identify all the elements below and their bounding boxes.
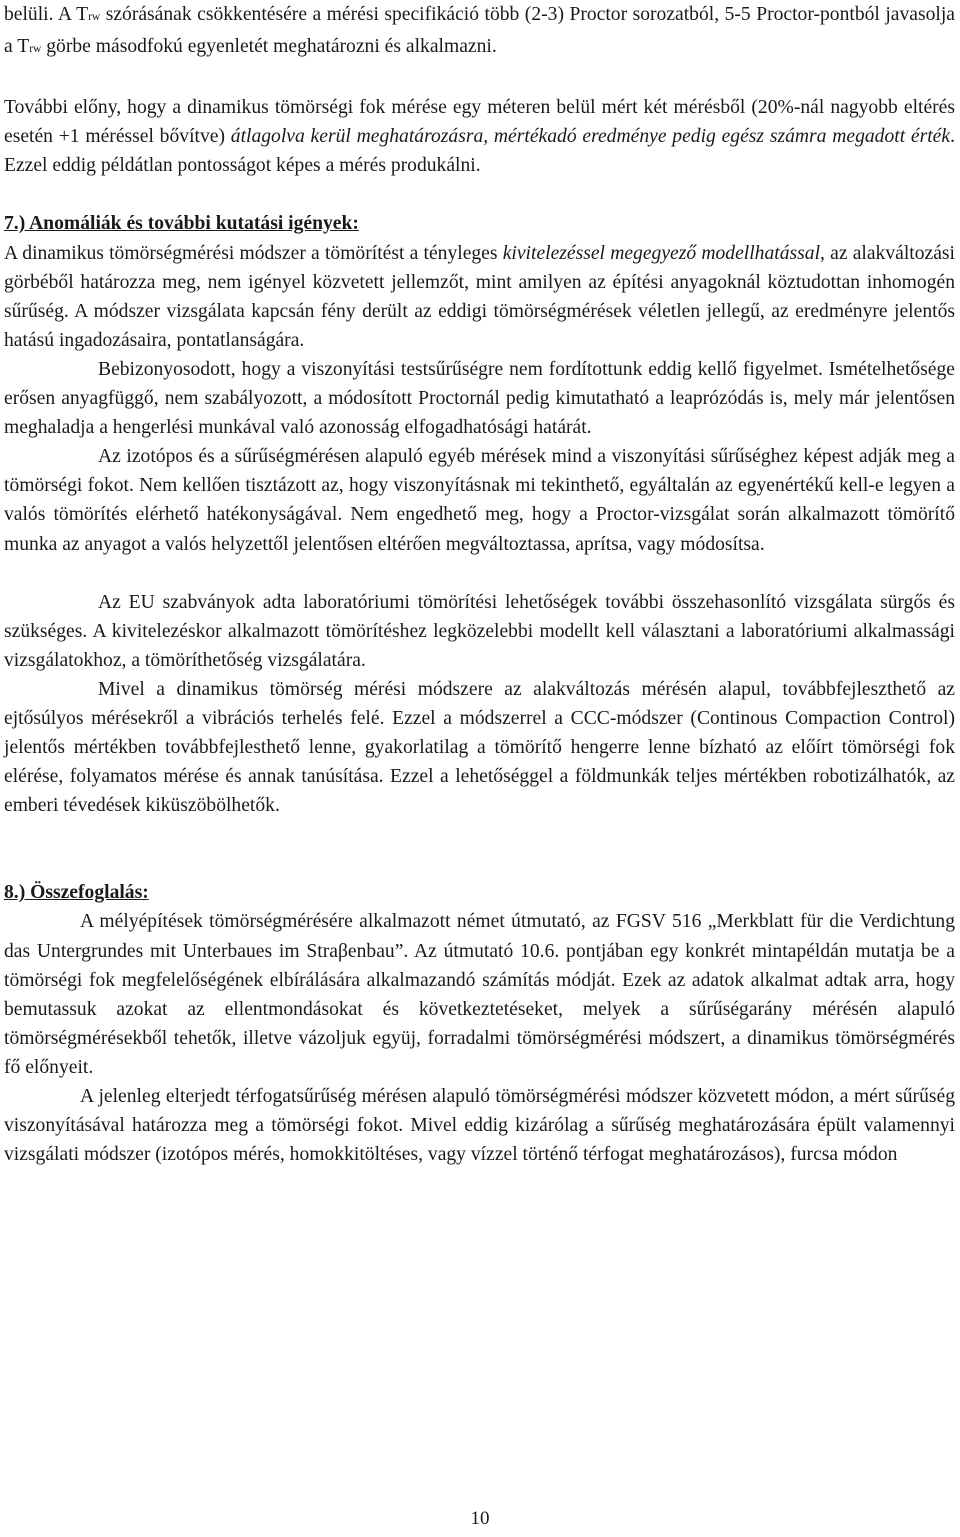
text-run: , az alakváltozási görbéből határozza meg, nem igényel közvetett jellemzőt, mint amilyen az építési anyagoknál köztudottan inhomogén sűrűség. A módszer vizsgálata kapcsán fény derült az eddigi tömörségmérések véletlen jellegű, az eredményre jelentős hatású ingadozásaira, pontatlanságára. — [4, 242, 955, 351]
section-8-paragraph-1: A mélyépítések tömörségmérésére alkalmazott német útmutató, az FGSV 516 „Merkblatt für die Verdichtung das Untergrundes mit Unterbaues im Straβenbau”. Az útmutató 10.6. pontjában egy konkrét mintapéldán mutatja be a tömörségi fok megfelelőségének elbírálására alkalmazandó számítás módját. Ezek az adatok alkalmat adtak arra, hogy bemutassuk azokat az ellentmondásokat és következtetéseket, melyek a sűrűségarány mérésén alapuló tömörségmérésekből tehetők, illetve vázoljuk együj, forradalmi tömörségmérési módszert, a dinamikus tömörségmérés fő előnyeit. — [4, 911, 955, 1078]
section-8-heading: 8.) Összefoglalás: — [4, 882, 149, 904]
text-run: További előny, hogy a dinamikus tömörségi fok mérése egy méteren belül mért két mérésből (20%-nál nagyobb eltérés esetén +1 méréssel bővítve) — [4, 97, 955, 148]
text-run: görbe másodfokú egyenletét meghatározni és alkalmazni. — [41, 36, 497, 58]
paragraph-proctor-spec — [4, 0, 955, 64]
page-number: 10 — [470, 1508, 490, 1529]
section-7-paragraph-1 — [4, 239, 955, 355]
section-8-paragraph-2: A jelenleg elterjedt térfogatsűrűség mérésen alapuló tömörségmérési módszer közvetett módon, a mért sűrűség viszonyításával határozza meg a tömörségi fokot. Mivel eddig kizárólag a sűrűség meghatározására épült valamennyi vizsgálati módszer (izotópos mérés, homokkitöltéses, vagy vízzel történő térfogat meghatározásos), furcsa módon — [4, 1086, 955, 1166]
paragraph-advantage — [4, 93, 955, 180]
italic-text: kivitelezéssel megegyező modellhatással — [502, 242, 821, 264]
text-run: . Ezzel eddig példátlan pontosságot képes a mérés produkálni. — [4, 126, 955, 177]
document-page — [4, 0, 955, 1169]
text-run: A dinamikus tömörségmérési módszer a tömörítést a tényleges — [4, 242, 503, 264]
section-7-paragraph-4: Az EU szabványok adta laboratóriumi tömörítési lehetőségek további összehasonlító vizsgálata sürgős és szükséges. A kivitelezéskor alkalmazott tömörítéshez legközelebbi modellt kell választani a laboratóriumi alkalmassági vizsgálatokhoz, a tömöríthetőség vizsgálatára. — [4, 591, 955, 671]
section-7-heading: 7.) Anomáliák és további kutatási igények: — [4, 213, 359, 235]
subscript-rw: rw — [88, 11, 101, 23]
section-7-paragraph-5: Mivel a dinamikus tömörség mérési módszere az alakváltozás mérésén alapul, továbbfejleszthető az ejtősúlyos mérésekről a vibrációs terhelés felé. Ezzel a módszerrel a CCC-módszer (Continous Compaction Control) jelentős mértékben továbbfejlesthető lenne, gyakorlatilag a tömörítő hengerre lenne bízható az előírt tömörségi fok elérése, folyamatos mérése és annak tanúsítása. Ezzel a lehetőséggel a földmunkák teljes mértékben robotizálhatók, az emberi tévedések kiküszöbölhetők. — [4, 678, 955, 817]
text-run: szórásának csökkentésére a mérési specifikáció több (2-3) Proctor sorozatból, 5-5 Proctor-pontból javasolja a T — [4, 4, 955, 58]
section-8-heading-line — [4, 878, 955, 907]
section-7-heading-line — [4, 209, 955, 238]
text-run: belüli. A T — [4, 4, 89, 25]
section-7-paragraph-3: Az izotópos és a sűrűségmérésen alapuló egyéb mérések mind a viszonyítási sűrűséghez képest adják meg a tömörségi fokot. Nem kellően tisztázott az, hogy viszonyításnak mi tekinthető, egyáltalán az egyenértékű kell-e legyen a valós tömörítés elérhető hatékonyságával. Nem engedhető meg, hogy a Proctor-vizsgálat során alkalmazott tömörítő munka az anyagot a valós helyzettől jelentősen eltérően megváltoztassa, aprítsa, vagy módosítsa. — [4, 446, 955, 555]
subscript-rw: rw — [29, 43, 42, 56]
section-7-paragraph-2: Bebizonyosodott, hogy a viszonyítási testsűrűségre nem fordítottunk eddig kellő figyelmet. Ismételhetősége erősen anyagfüggő, nem szabályozott, a módosított Proctornál pedig kimutatható a leaprózódás is, mely már jelentősen meghaladja a hengerlési munkával való azonosság elfogadhatósági határát. — [4, 358, 955, 439]
italic-text: átlagolva kerül meghatározásra, mértékadó eredménye pedig egész számra megadott érték — [230, 126, 951, 148]
